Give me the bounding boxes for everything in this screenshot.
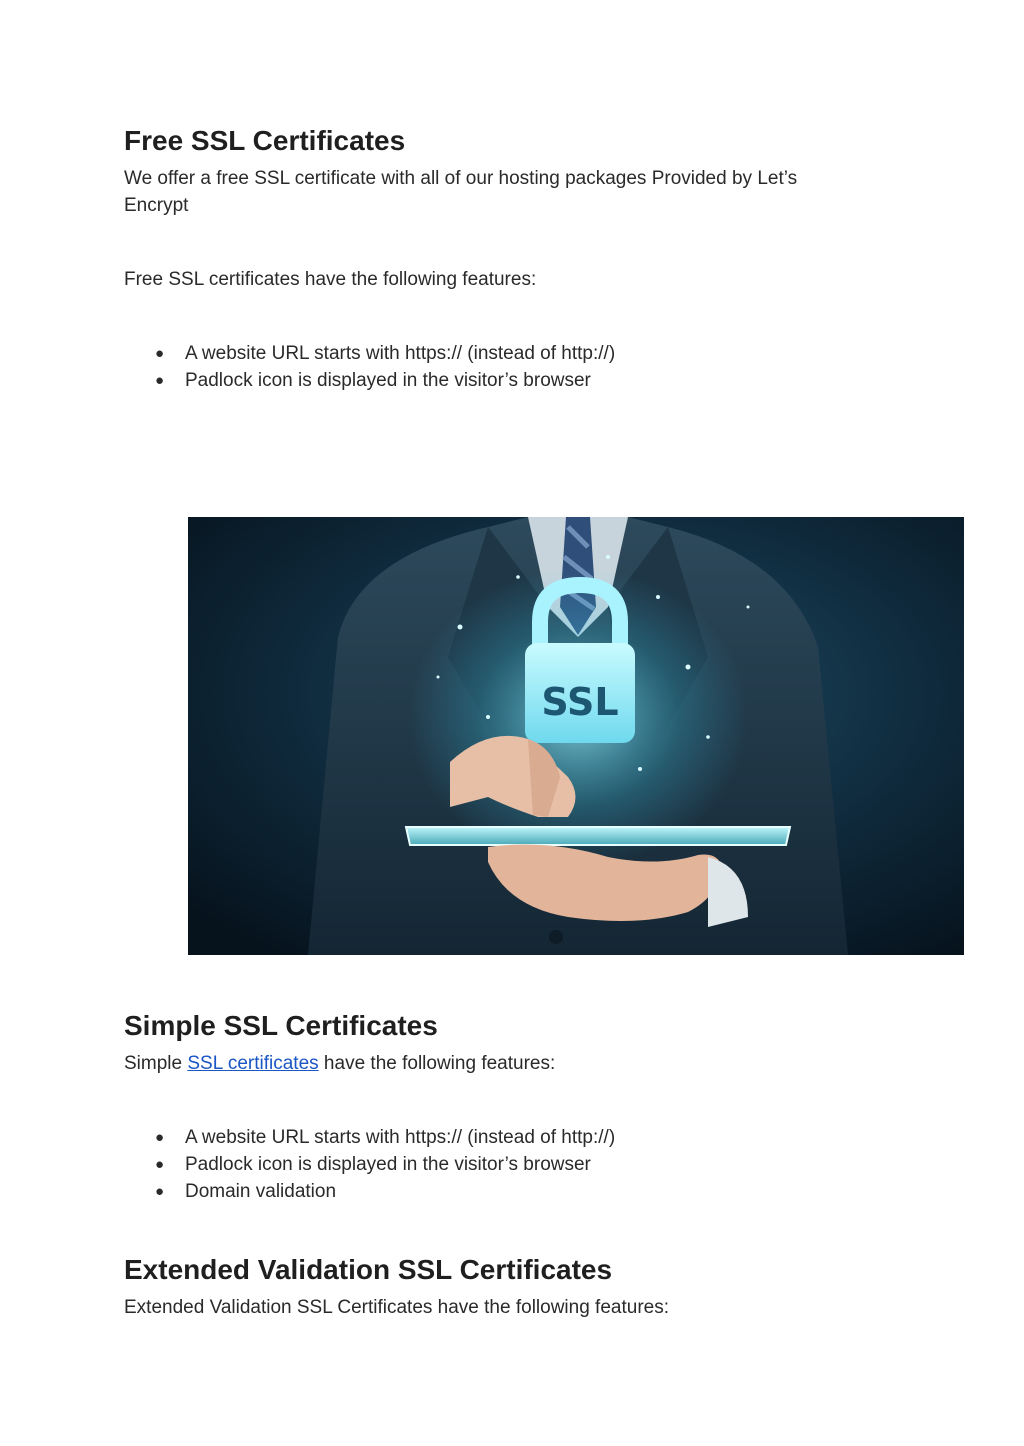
ssl-badge-text: SSL bbox=[541, 680, 619, 724]
bullet-icon: ● bbox=[155, 1156, 165, 1173]
businessman-ssl-illustration bbox=[188, 517, 964, 955]
ev-ssl-lead: Extended Validation SSL Certificates have the following features: bbox=[124, 1297, 669, 1318]
simple-ssl-feature-list bbox=[124, 1124, 884, 1205]
list-item: ● Padlock icon is displayed in the visitor’s browser bbox=[124, 367, 884, 394]
ssl-certificates-link[interactable]: SSL certificates bbox=[187, 1053, 319, 1074]
bullet-icon: ● bbox=[155, 1183, 165, 1200]
simple-ssl-heading: Simple SSL Certificates bbox=[124, 1010, 438, 1041]
simple-ssl-lead: Simple SSL certificates have the following features: bbox=[124, 1053, 556, 1074]
list-item: ● A website URL starts with https:// (instead of http://) bbox=[124, 1124, 884, 1151]
bullet-icon: ● bbox=[155, 1129, 165, 1146]
free-ssl-heading: Free SSL Certificates bbox=[124, 125, 406, 156]
list-item: ● A website URL starts with https:// (instead of http://) bbox=[124, 340, 884, 367]
list-item: ● Domain validation bbox=[124, 1178, 884, 1205]
free-ssl-features-lead: Free SSL certificates have the following features: bbox=[124, 269, 537, 290]
list-item: ● Padlock icon is displayed in the visitor’s browser bbox=[124, 1151, 884, 1178]
ev-ssl-heading: Extended Validation SSL Certificates bbox=[124, 1254, 613, 1285]
free-ssl-intro: We offer a free SSL certificate with all of our hosting packages Provided by Let’s Encrypt bbox=[124, 168, 798, 216]
free-ssl-feature-list bbox=[124, 340, 884, 394]
bullet-icon: ● bbox=[155, 345, 165, 362]
ssl-hero-image bbox=[188, 517, 964, 955]
bullet-icon: ● bbox=[155, 372, 165, 389]
